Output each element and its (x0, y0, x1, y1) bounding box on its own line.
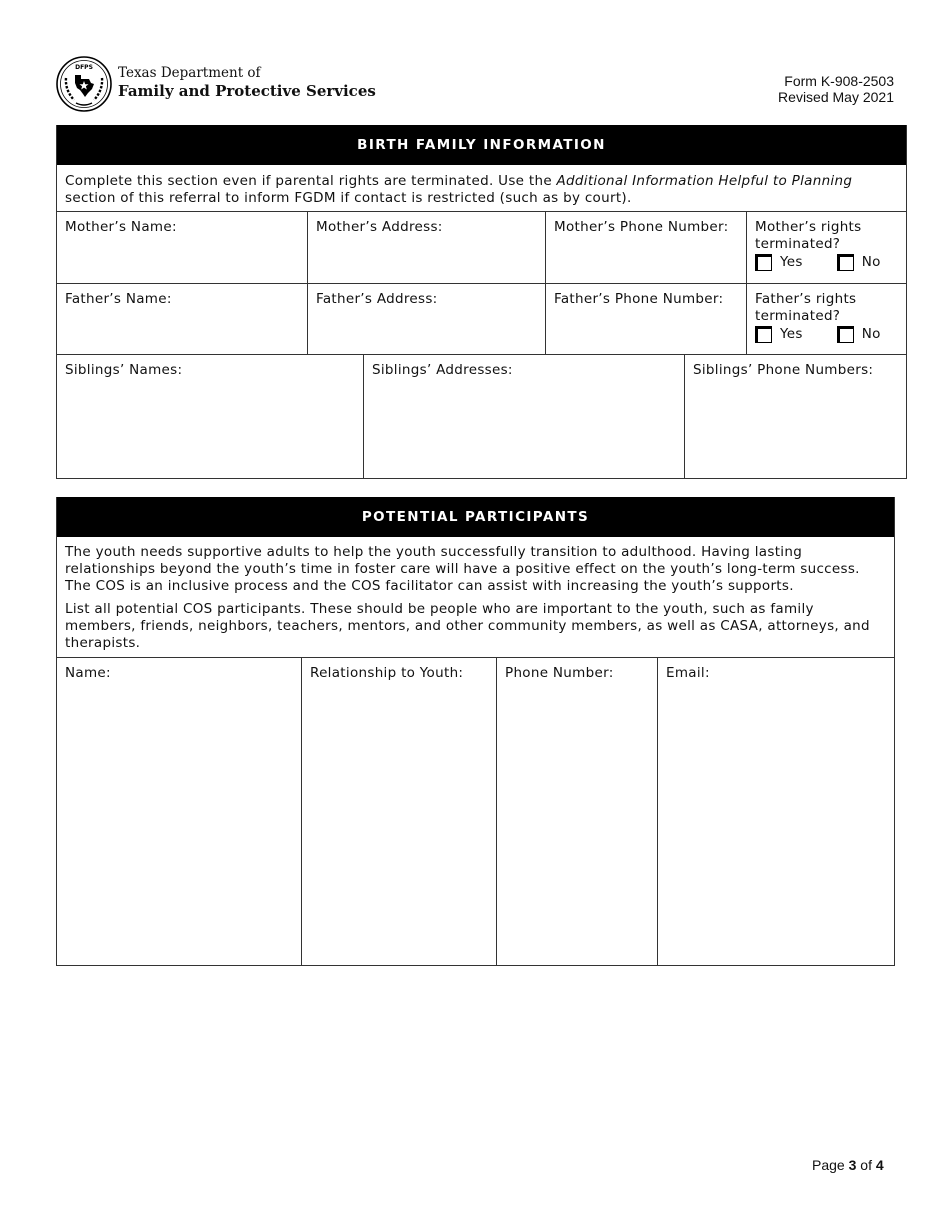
mother-rights-yes-option[interactable] (755, 254, 803, 271)
father-name-field[interactable]: Father’s Name: (57, 284, 308, 354)
mother-address-field[interactable]: Mother’s Address: (308, 212, 546, 283)
siblings-addresses-field[interactable]: Siblings’ Addresses: (364, 355, 685, 478)
participants-instructions (57, 537, 894, 658)
instructions-section-reference: Additional Information Helpful to Planning (556, 173, 853, 189)
father-rights-question: Father’s rights terminated? (755, 291, 857, 324)
father-phone-field[interactable]: Father’s Phone Number: (546, 284, 747, 354)
participant-phone-column[interactable]: Phone Number: (497, 658, 658, 965)
father-rights-cell (747, 284, 906, 354)
instructions-text-end: section of this referral to inform FGDM if contact is restricted (such as by court). (65, 190, 632, 206)
participants-section (56, 497, 895, 966)
participant-name-column[interactable]: Name: (57, 658, 302, 965)
father-rights-yes-checkbox[interactable] (755, 326, 772, 343)
agency-name-line2: Family and Protective Services (118, 82, 376, 100)
siblings-row (57, 355, 906, 478)
page-current: 3 (848, 1157, 857, 1173)
participants-title: POTENTIAL PARTICIPANTS (57, 497, 894, 537)
mother-rights-yes-checkbox[interactable] (755, 254, 772, 271)
page-header (56, 54, 896, 114)
father-rights-no-checkbox[interactable] (837, 326, 854, 343)
dfps-seal-logo (56, 56, 112, 112)
father-rights-yes-label: Yes (780, 326, 803, 342)
father-rights-yes-option[interactable] (755, 326, 803, 343)
participants-paragraph-2: List all potential COS participants. These should be people who are important to the youth, such as family members, friends, neighbors, teachers, mentors, and other community members, as well as CASA, attorneys, and therapists. (65, 601, 870, 651)
form-number: Form K-908-2503 (784, 73, 894, 89)
mother-rights-no-checkbox[interactable] (837, 254, 854, 271)
mother-rights-options (755, 254, 898, 271)
revised-date: Revised May 2021 (778, 89, 894, 105)
svg-text:DFPS: DFPS (75, 64, 93, 71)
father-address-field[interactable]: Father’s Address: (308, 284, 546, 354)
siblings-phones-field[interactable]: Siblings’ Phone Numbers: (693, 362, 874, 378)
participants-paragraph-1: The youth needs supportive adults to help the youth successfully transition to adulthood. Having lasting relationships beyond the youth’s time in foster care will have a positive effect on the youth’s long-term success. The COS is an inclusive process and the COS facilitator can assist with increasing the youth’s supports. (65, 544, 860, 594)
mother-rights-question: Mother’s rights terminated? (755, 219, 862, 252)
page-total: 4 (875, 1157, 884, 1173)
page-of: of (860, 1157, 872, 1173)
mother-rights-yes-label: Yes (780, 254, 803, 270)
page-number (812, 1157, 884, 1173)
form-identifier (778, 73, 894, 105)
participant-relationship-column[interactable]: Relationship to Youth: (302, 658, 497, 965)
mother-row (57, 212, 906, 284)
birth-family-instructions (57, 165, 906, 212)
birth-family-title: BIRTH FAMILY INFORMATION (57, 125, 906, 165)
siblings-names-field[interactable]: Siblings’ Names: (57, 355, 364, 478)
agency-name (118, 65, 376, 101)
instructions-text-start: Complete this section even if parental rights are terminated. Use the (65, 173, 557, 189)
father-rights-no-option[interactable] (837, 326, 881, 343)
mother-rights-no-label: No (861, 254, 881, 270)
father-row (57, 284, 906, 355)
participants-table (57, 658, 894, 965)
page-label: Page (812, 1157, 845, 1173)
father-rights-options (755, 326, 898, 343)
mother-name-field[interactable]: Mother’s Name: (57, 212, 308, 283)
mother-phone-field[interactable]: Mother’s Phone Number: (546, 212, 747, 283)
agency-name-line1: Texas Department of (118, 65, 261, 81)
father-rights-no-label: No (861, 326, 881, 342)
mother-rights-cell (747, 212, 906, 283)
birth-family-section (56, 125, 907, 479)
participant-email-column[interactable]: Email: (666, 665, 710, 681)
mother-rights-no-option[interactable] (837, 254, 881, 271)
